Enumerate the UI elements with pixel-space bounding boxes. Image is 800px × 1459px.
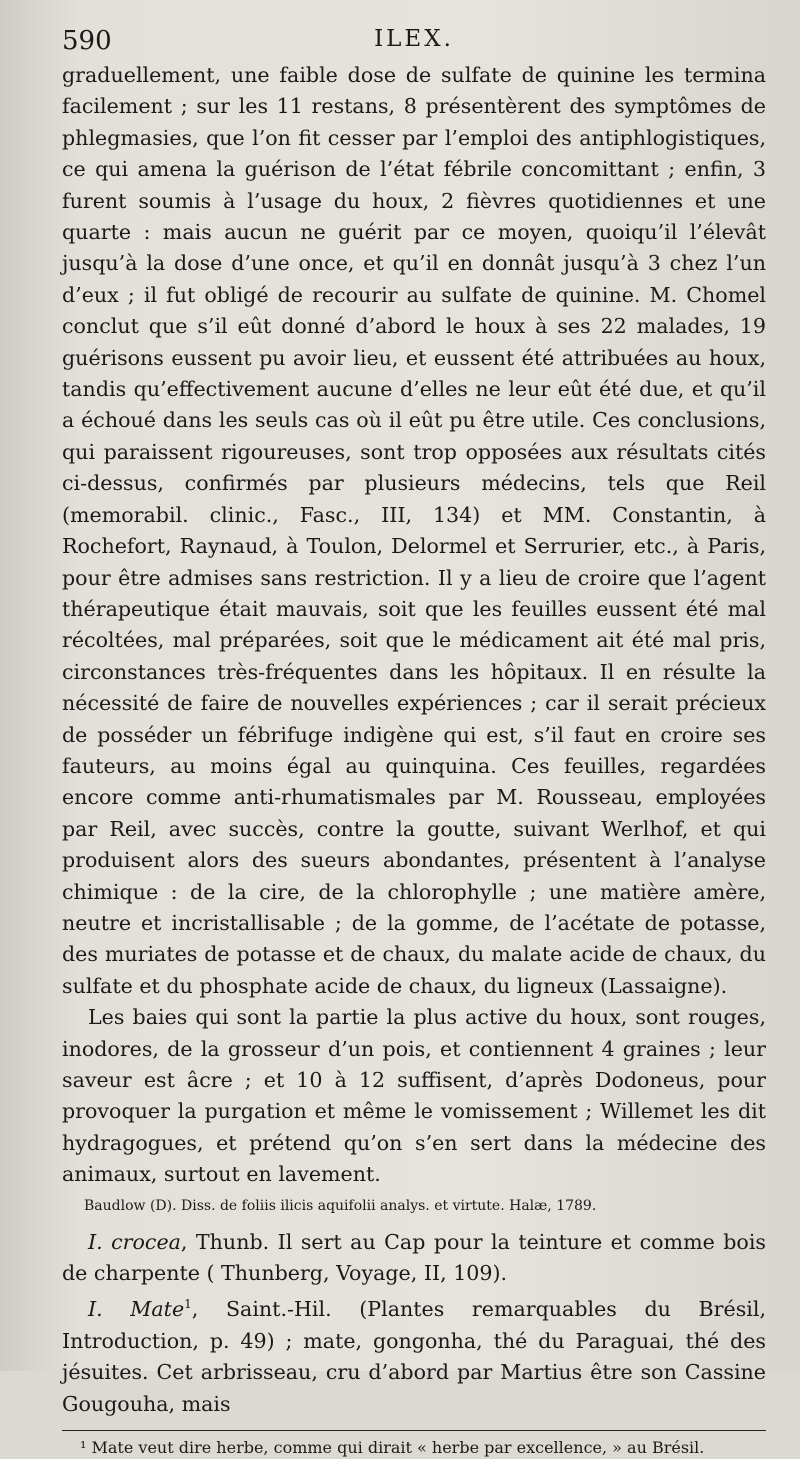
- bibliographic-reference: Baudlow (D). Diss. de foliis ilicis aquifolii analys. et virtute. Halæ, 1789.: [84, 1197, 597, 1214]
- species-text: , Saint.-Hil. (Plantes remarquables du Brésil, Introduction, p. 49) ; mate, gongonha, thé du Paraguai, thé des jésuites. Cet arbrisseau, cru d’abord par Martius être son Cassine Gougouha, mais: [62, 1297, 766, 1416]
- species-name: I. crocea: [88, 1229, 181, 1254]
- footnote: ¹ Mate veut dire herbe, comme qui dirait « herbe par excellence, » au Brésil.: [80, 1437, 705, 1457]
- species-name: I. Mate: [88, 1297, 185, 1322]
- page-number: 590: [62, 26, 112, 56]
- species-text: , Thunb. Il sert au Cap pour la teinture et comme bois de charpente ( Thunberg, Voyage, II, 109).: [62, 1229, 766, 1286]
- body-text: [62, 60, 766, 1191]
- footnote-marker: 1: [184, 1297, 192, 1312]
- species-entry-crocea: [62, 1227, 766, 1290]
- footnote-rule: [62, 1430, 766, 1431]
- species-entry-mate: [62, 1289, 766, 1419]
- page-header: [62, 26, 766, 60]
- paragraph-2: Les baies qui sont la partie la plus active du houx, sont rouges, inodores, de la grosseur d’un pois, et contiennent 4 graines ; leur saveur est âcre ; et 10 à 12 suffisent, d’après Dodoneus, pour provoquer la purgation et même le vomissement ; Willemet les dit hydragogues, et prétend qu’on s’en sert dans la médecine des animaux, surtout en lavement.: [62, 1005, 766, 1187]
- running-title: ILEX.: [374, 26, 454, 52]
- paragraph-1: graduellement, une faible dose de sulfate de quinine les termina facilement ; sur les 11 restans, 8 présentèrent des symptômes de phlegmasies, que l’on fit cesser par l’emploi des antiphlogistiques, ce qui amena la guérison de l’état fébrile concomittant ; enfin, 3 furent soumis à l’usage du houx, 2 fièvres quotidiennes et une quarte : mais aucun ne guérit par ce moyen, quoiqu’il l’élevât jusqu’à la dose d’une once, et qu’il en donnât jusqu’à 3 chez l’un d’eux ; il fut obligé de recourir au sulfate de quinine. M. Chomel conclut que s’il eût donné d’abord le houx à ses 22 malades, 19 guérisons eussent pu avoir lieu, et eussent été attribuées au houx, tandis qu’effectivement aucune d’elles ne leur eût été due, et qu’il a échoué dans les seuls cas où il eût pu être utile. Ces conclusions, qui paraissent rigoureuses, sont trop opposées aux résultats cités ci-dessus, confirmés par plusieurs médecins, tels que Reil (memorabil. clinic., Fasc., III, 134) et MM. Constantin, à Rochefort, Raynaud, à Toulon, Delormel et Serrurier, etc., à Paris, pour être admises sans restriction. Il y a lieu de croire que l’agent thérapeutique était mauvais, soit que les feuilles eussent été mal récoltées, mal préparées, soit que le médicament ait été mal pris, circonstances très-fréquentes dans les hôpitaux. Il en résulte la nécessité de faire de nouvelles expériences ; car il serait précieux de posséder un fébrifuge indigène qui est, s’il faut en croire ses fauteurs, au moins égal au quinquina. Ces feuilles, regardées encore comme anti-rhumatismales par M. Rousseau, employées par Reil, avec succès, contre la goutte, suivant Werlhof, et qui produisent alors des sueurs abondantes, présentent à l’analyse chimique : de la cire, de la chlorophylle ; une matière amère, neutre et incristallisable ; de la gomme, de l’acétate de potasse, des muriates de potasse et de chaux, du malate acide de chaux, du sulfate et du phosphate acide de chaux, du ligneux (Lassaigne).: [62, 63, 766, 998]
